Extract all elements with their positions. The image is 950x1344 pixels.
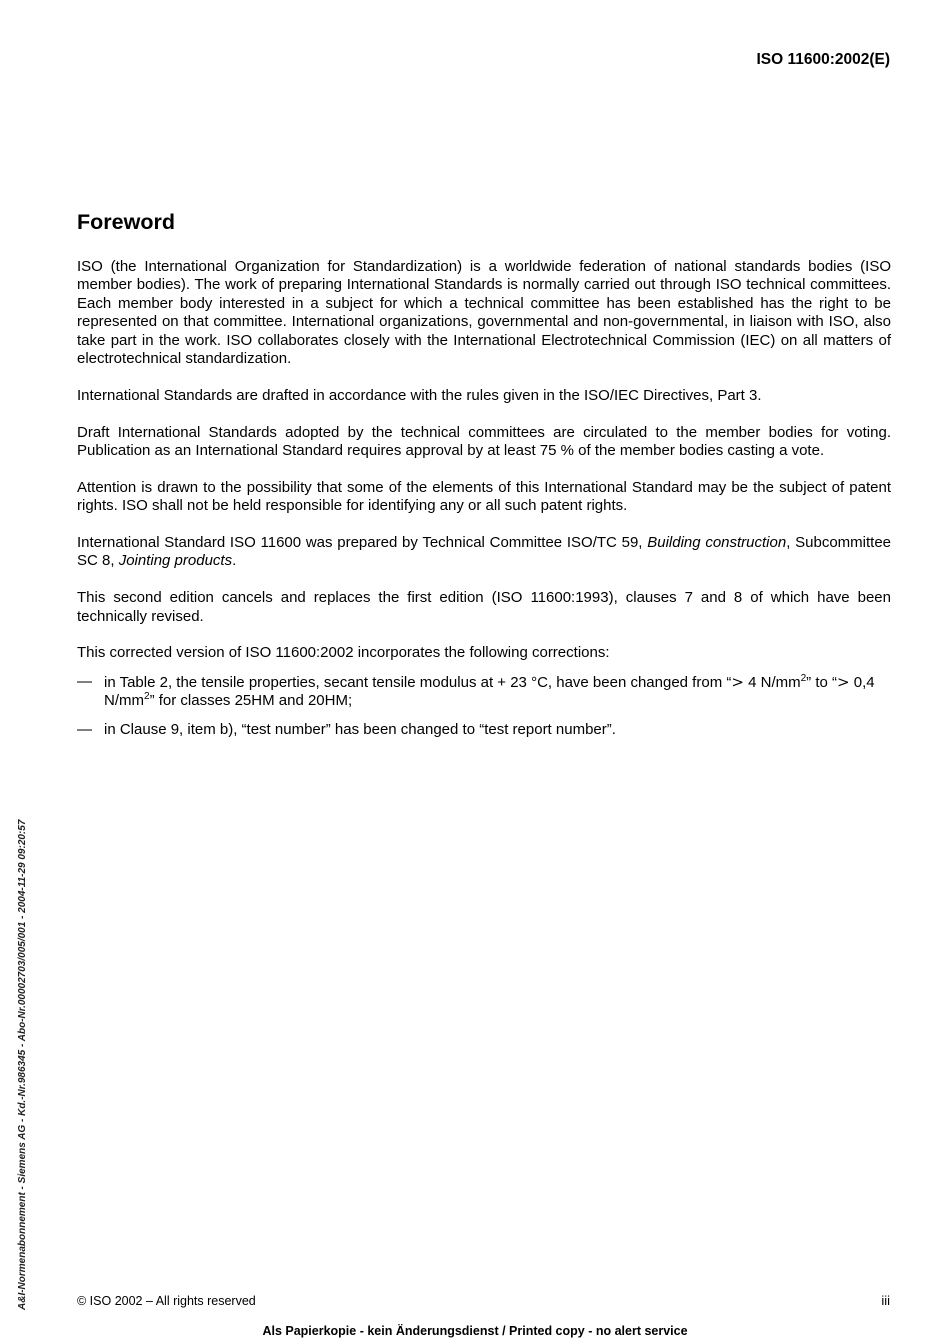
list-dash: — xyxy=(77,720,92,738)
prepared-by-text-3: . xyxy=(232,552,237,570)
correction-text: 0,4 N/mm xyxy=(104,673,875,710)
list-dash: — xyxy=(77,672,92,690)
paragraph-corrected-version: This corrected version of ISO 11600:2002 incorporates the following corrections: xyxy=(77,644,610,662)
paragraph-second-edition: This second edition cancels and replaces the first edition (ISO 11600:1993), clauses 7 and 8 of which have been technically revised. xyxy=(77,589,891,625)
prepared-by-text-1: International Standard ISO 11600 was prepared by Technical Committee ISO/TC 59, xyxy=(77,534,648,552)
greater-than-symbol: > xyxy=(837,672,850,691)
standard-identifier: ISO 11600:2002(E) xyxy=(756,51,890,68)
paragraph-patent-rights: Attention is drawn to the possibility that some of the elements of this International Standard may be the subject of patent rights. ISO shall not be held responsible for identifying any or all such patent rights. xyxy=(77,478,891,515)
correction-text: 4 N/mm xyxy=(743,673,801,691)
foreword-body xyxy=(77,258,891,749)
superscript: 2 xyxy=(144,691,150,703)
list-item xyxy=(77,721,891,739)
subcommittee-title: Jointing products xyxy=(118,552,233,570)
prepared-by-text-2: , Subcommittee SC 8, xyxy=(77,534,891,570)
greater-than-symbol: > xyxy=(731,672,744,691)
paragraph-draft-standards: Draft International Standards adopted by the technical committees are circulated to the member bodies for voting. Publication as an International Standard requires approval by at least 75 % of the member bodies casting a vote. xyxy=(77,423,891,460)
correction-text: ” for classes 25HM and 20HM; xyxy=(149,692,353,710)
subscription-watermark: A&I-Normenabonnement - Siemens AG - Kd.-Nr.986345 - Abo-Nr.00002703/005/001 - 2004-11-29 09:20:57 xyxy=(17,819,28,1310)
paragraph-prepared-by xyxy=(77,534,891,571)
list-item xyxy=(77,673,891,711)
superscript: 2 xyxy=(800,672,807,684)
correction-text: in Clause 9, item b), “test number” has been changed to “test report number”. xyxy=(104,720,616,738)
correction-text: ” to “ xyxy=(806,673,838,691)
copyright-notice: © ISO 2002 – All rights reserved xyxy=(77,1294,256,1308)
print-copy-banner: Als Papierkopie - kein Änderungsdienst / Printed copy - no alert service xyxy=(262,1324,688,1338)
paragraph-iso-intro: ISO (the International Organization for Standardization) is a worldwide federation of national standards bodies (ISO member bodies). The work of preparing International Standards is normally carried out through ISO technical committees. Each member body interested in a subject for which a technical committee has been established has the right to be represented on that committee. International organizations, governmental and non-governmental, in liaison with ISO, also take part in the work. ISO collaborates closely with the International Electrotechnical Commission (IEC) on all matters of electrotechnical standardization. xyxy=(77,258,891,368)
correction-text: in Table 2, the tensile properties, secant tensile modulus at + 23 °C, have been changed from “ xyxy=(104,673,732,691)
committee-title: Building construction xyxy=(647,534,787,552)
corrections-list xyxy=(77,673,891,739)
page-number: iii xyxy=(881,1293,890,1308)
page-title: Foreword xyxy=(77,210,175,234)
paragraph-directives: International Standards are drafted in accordance with the rules given in the ISO/IEC Directives, Part 3. xyxy=(77,386,762,404)
